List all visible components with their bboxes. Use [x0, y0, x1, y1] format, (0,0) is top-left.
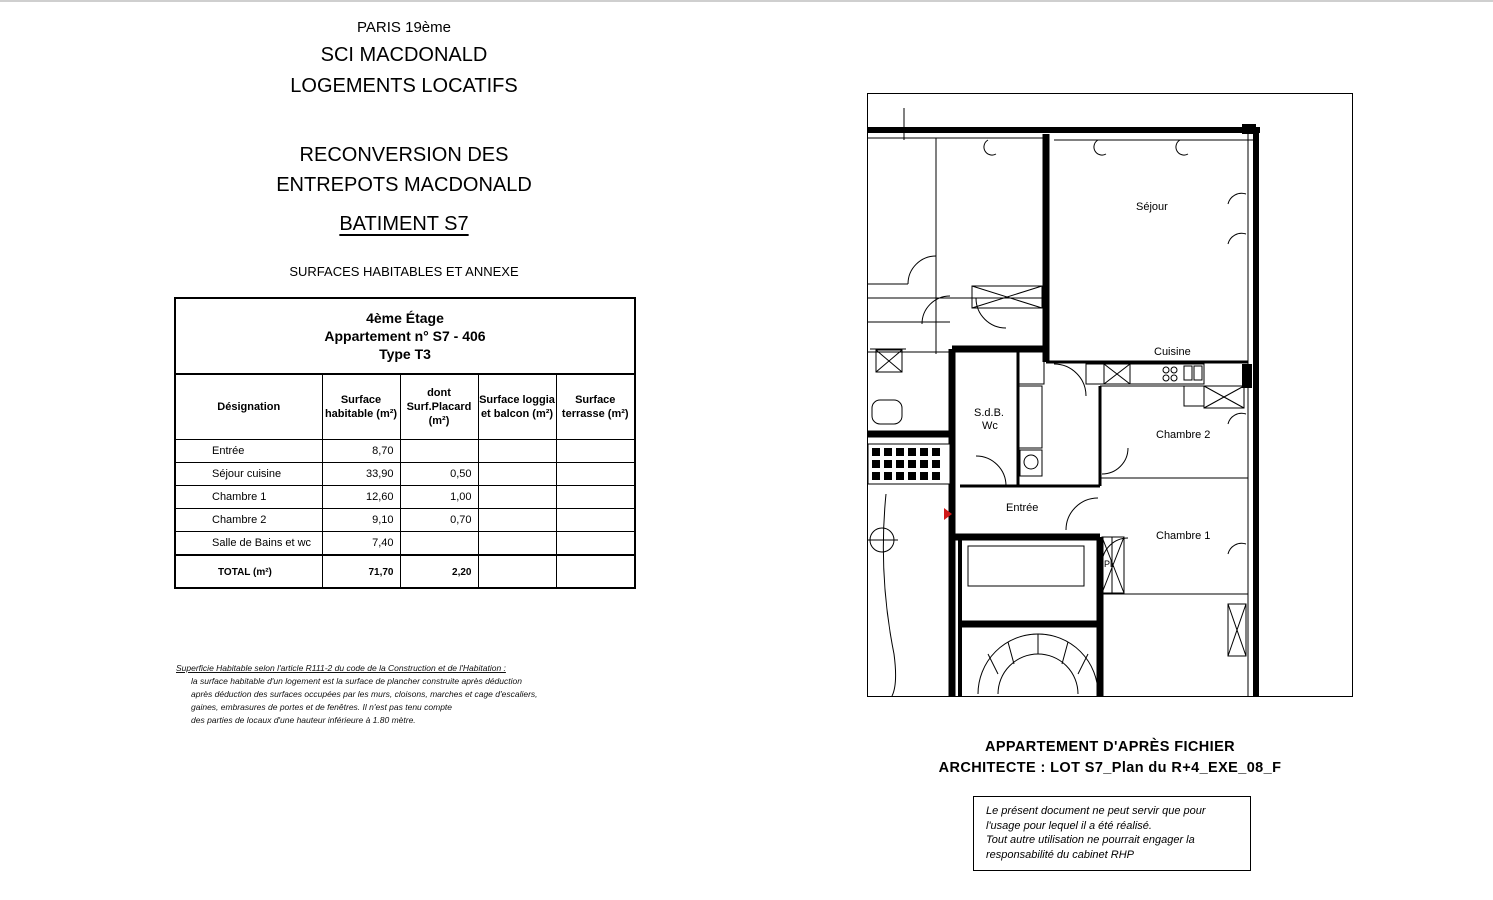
- building-heading-text: BATIMENT S7: [339, 213, 469, 235]
- column-header: Désignation: [176, 375, 322, 440]
- row-loggia: [478, 486, 556, 509]
- row-habitable: 12,60: [322, 486, 400, 509]
- project-heading-line2: ENTREPOTS MACDONALD: [276, 174, 532, 196]
- table-header-row: [176, 375, 634, 440]
- row-terrasse: [556, 440, 634, 463]
- row-terrasse: [556, 486, 634, 509]
- row-habitable: 9,10: [322, 509, 400, 532]
- disclaimer-line: Tout autre utilisation ne pourrait engager la: [986, 834, 1195, 846]
- page-top-border: [0, 0, 1493, 2]
- total-terrasse: [556, 555, 634, 588]
- room-label-placard: Pl.: [1104, 559, 1115, 569]
- column-header: Surface habitable (m²): [322, 375, 400, 440]
- row-terrasse: [556, 463, 634, 486]
- total-row: [176, 555, 634, 588]
- table-row: [176, 463, 634, 486]
- column-header: Surface terrasse (m²): [556, 375, 634, 440]
- floor-plan-drawing: [868, 94, 1352, 696]
- legal-note-line: après déduction des surfaces occupées par les murs, cloisons, marches et cage d'escaliers,: [191, 689, 538, 699]
- row-terrasse: [556, 509, 634, 532]
- building-heading: [200, 213, 608, 236]
- floor-label: 4ème Étage: [366, 310, 444, 326]
- column-header: Surface loggia et balcon (m²): [478, 375, 556, 440]
- legal-note-title: Superficie Habitable selon l'article R111-2 du code de la Construction et de l'Habitation :: [176, 663, 506, 673]
- legal-note: [176, 662, 616, 727]
- row-placard: 0,50: [400, 463, 478, 486]
- row-terrasse: [556, 532, 634, 556]
- row-designation: Salle de Bains et wc: [176, 532, 322, 556]
- plan-caption-line1: APPARTEMENT D'APRÈS FICHIER: [984, 739, 1236, 755]
- program-heading: LOGEMENTS LOCATIFS: [290, 75, 518, 97]
- legal-note-line: des parties de locaux d'une hauteur inférieure à 1.80 mètre.: [191, 715, 416, 725]
- row-placard: 0,70: [400, 509, 478, 532]
- row-habitable: 8,70: [322, 440, 400, 463]
- disclaimer-line: Le présent document ne peut servir que pour: [986, 805, 1206, 817]
- row-designation: Chambre 2: [176, 509, 322, 532]
- project-heading-line1: RECONVERSION DES: [299, 144, 509, 166]
- room-label-entree: Entrée: [1006, 502, 1039, 514]
- type-label: Type T3: [379, 346, 431, 362]
- table-title: [176, 299, 634, 375]
- room-label-chambre1: Chambre 1: [1156, 530, 1211, 542]
- legal-note-line: la surface habitable d'un logement est la surface de plancher construite après déduction: [191, 676, 522, 686]
- row-loggia: [478, 532, 556, 556]
- table-row: [176, 532, 634, 556]
- section-heading: SURFACES HABITABLES ET ANNEXE: [289, 264, 519, 279]
- column-header: dont Surf.Placard (m²): [400, 375, 478, 440]
- room-label-sejour: Séjour: [1136, 201, 1168, 213]
- floor-plan: [867, 93, 1353, 697]
- room-label-wc: Wc: [982, 420, 998, 432]
- total-placard: 2,20: [400, 555, 478, 588]
- row-designation: Séjour cuisine: [176, 463, 322, 486]
- room-label-sdb: S.d.B.: [974, 407, 1004, 419]
- row-placard: 1,00: [400, 486, 478, 509]
- row-loggia: [478, 509, 556, 532]
- total-loggia: [478, 555, 556, 588]
- row-habitable: 7,40: [322, 532, 400, 556]
- total-habitable: 71,70: [322, 555, 400, 588]
- surface-grid: [176, 375, 634, 588]
- apartment-label: Appartement n° S7 - 406: [324, 328, 486, 344]
- disclaimer-line: responsabilité du cabinet RHP: [986, 848, 1134, 861]
- city-heading: PARIS 19ème: [357, 19, 451, 36]
- disclaimer-line: l'usage pour lequel il a été réalisé.: [986, 819, 1152, 832]
- row-placard: [400, 532, 478, 556]
- legal-note-line: gaines, embrasures de portes et de fenêtres. Il n'est pas tenu compte: [191, 702, 453, 712]
- row-designation: Chambre 1: [176, 486, 322, 509]
- room-label-chambre2: Chambre 2: [1156, 429, 1211, 441]
- table-row: [176, 509, 634, 532]
- surface-table: [174, 297, 636, 589]
- row-loggia: [478, 463, 556, 486]
- row-designation: Entrée: [176, 440, 322, 463]
- table-row: [176, 486, 634, 509]
- row-loggia: [478, 440, 556, 463]
- room-label-cuisine: Cuisine: [1154, 346, 1191, 358]
- table-row: [176, 440, 634, 463]
- row-placard: [400, 440, 478, 463]
- company-heading: SCI MACDONALD: [320, 44, 488, 66]
- disclaimer-box: [973, 796, 1251, 871]
- plan-caption-line2: ARCHITECTE : LOT S7_Plan du R+4_EXE_08_F: [938, 760, 1282, 776]
- total-designation: TOTAL (m²): [176, 555, 322, 588]
- row-habitable: 33,90: [322, 463, 400, 486]
